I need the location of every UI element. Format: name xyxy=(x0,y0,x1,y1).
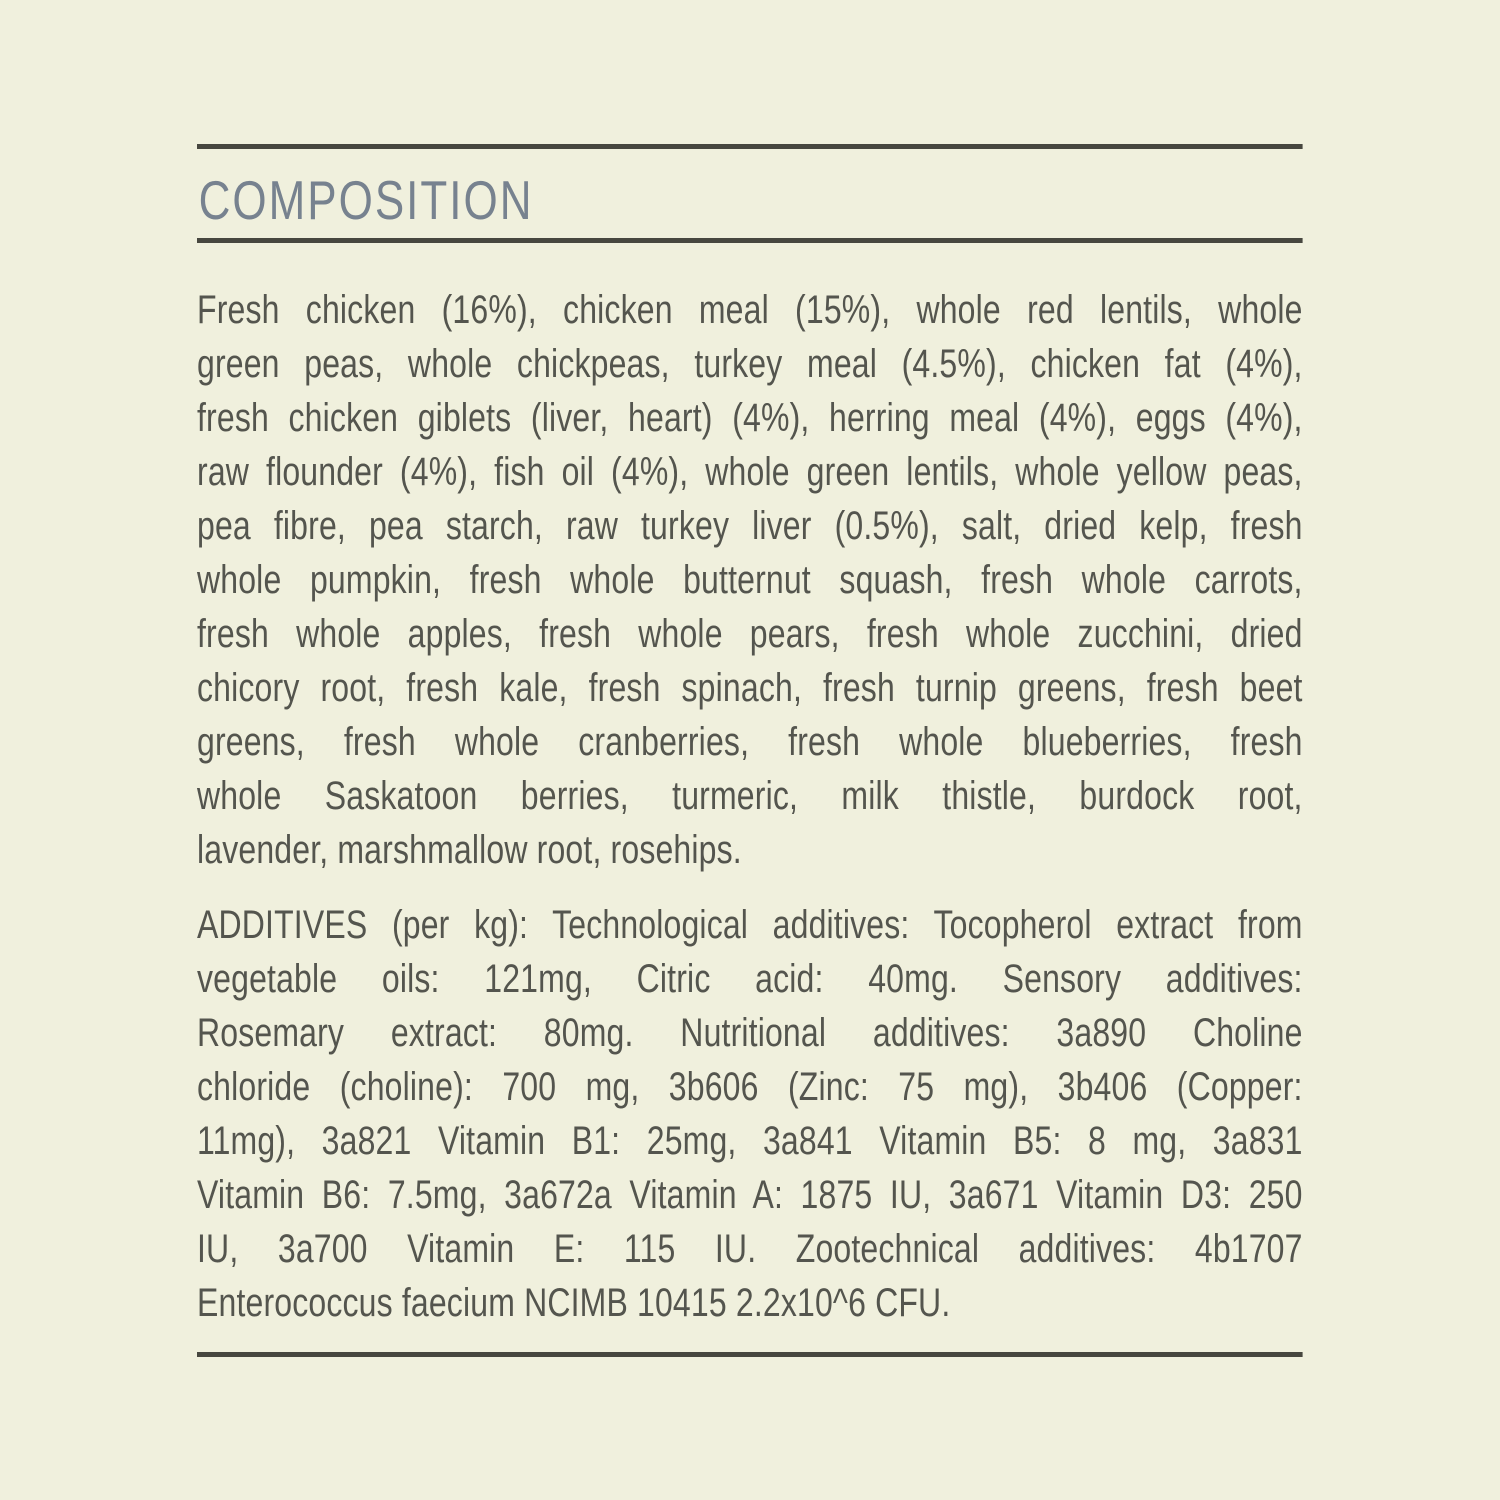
additives-paragraph xyxy=(197,898,1303,1330)
text-line: fresh chicken giblets (liver, heart) (4%), herring meal (4%), eggs (4%), xyxy=(197,396,1303,440)
title-divider-rule xyxy=(197,238,1303,243)
text-line: whole pumpkin, fresh whole butternut squash, fresh whole carrots, xyxy=(197,558,1303,602)
text-line: ADDITIVES (per kg): Technological additives: Tocopherol extract from xyxy=(197,903,1303,947)
text-line: raw flounder (4%), fish oil (4%), whole green lentils, whole yellow peas, xyxy=(197,450,1303,494)
text-line: greens, fresh whole cranberries, fresh whole blueberries, fresh xyxy=(197,720,1303,764)
text-line: vegetable oils: 121mg, Citric acid: 40mg. Sensory additives: xyxy=(197,957,1303,1001)
text-line: chloride (choline): 700 mg, 3b606 (Zinc: 75 mg), 3b406 (Copper: xyxy=(197,1065,1303,1109)
ingredients-paragraph xyxy=(197,283,1303,877)
text-line: chicory root, fresh kale, fresh spinach, fresh turnip greens, fresh beet xyxy=(197,666,1303,710)
section-title: COMPOSITION xyxy=(198,169,534,231)
text-line: lavender, marshmallow root, rosehips. xyxy=(197,828,742,872)
top-rule xyxy=(197,144,1303,149)
text-line: Fresh chicken (16%), chicken meal (15%), whole red lentils, whole xyxy=(197,288,1303,332)
text-line: Vitamin B6: 7.5mg, 3a672a Vitamin A: 1875 IU, 3a671 Vitamin D3: 250 xyxy=(197,1173,1303,1217)
text-line: 11mg), 3a821 Vitamin B1: 25mg, 3a841 Vitamin B5: 8 mg, 3a831 xyxy=(197,1119,1303,1163)
text-line: pea fibre, pea starch, raw turkey liver (0.5%), salt, dried kelp, fresh xyxy=(197,504,1303,548)
text-line: IU, 3a700 Vitamin E: 115 IU. Zootechnical additives: 4b1707 xyxy=(197,1227,1303,1271)
composition-label-panel xyxy=(197,144,1303,1357)
text-line: whole Saskatoon berries, turmeric, milk thistle, burdock root, xyxy=(197,774,1303,818)
text-line: fresh whole apples, fresh whole pears, fresh whole zucchini, dried xyxy=(197,612,1303,656)
bottom-rule xyxy=(197,1352,1303,1357)
text-line: Enterococcus faecium NCIMB 10415 2.2x10^6 CFU. xyxy=(197,1281,951,1325)
text-line: green peas, whole chickpeas, turkey meal (4.5%), chicken fat (4%), xyxy=(197,342,1303,386)
text-line: Rosemary extract: 80mg. Nutritional additives: 3a890 Choline xyxy=(197,1011,1303,1055)
